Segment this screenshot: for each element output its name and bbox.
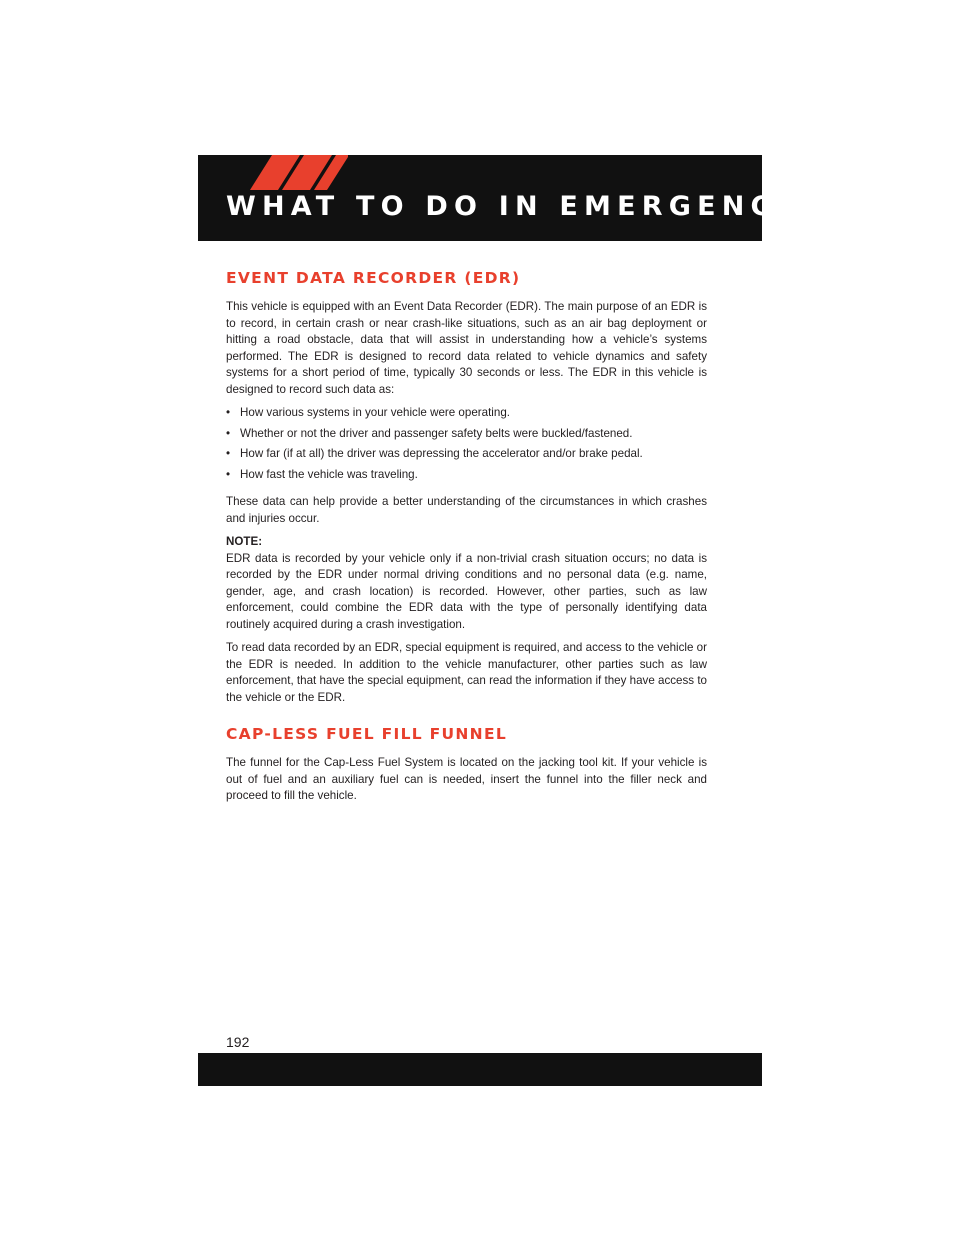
section-heading-fuel-funnel: CAP-LESS FUEL FILL FUNNEL (226, 725, 508, 743)
section-heading-edr: EVENT DATA RECORDER (EDR) (226, 269, 521, 287)
bullet-item: • How far (if at all) the driver was depressing the accelerator and/or brake pedal. (226, 447, 643, 460)
page-content (226, 268, 707, 805)
edr-access-paragraph: To read data recorded by an EDR, special equipment is required, and access to the vehicle or the EDR is needed. In addition to the vehicle manufacturer, other parties such as law enforcement, that have the special equipment, can read the information if they have access to the vehicle or the EDR. (226, 641, 707, 704)
page-number: 192 (226, 1034, 250, 1050)
red-stripes-graphic (198, 155, 348, 190)
chapter-title: WHAT TO DO IN EMERGENCIES (226, 191, 844, 222)
bullet-item: • How fast the vehicle was traveling. (226, 467, 418, 481)
edr-intro-paragraph: This vehicle is equipped with an Event Data Recorder (EDR). The main purpose of an EDR is to record, in certain crash or near crash-like situations, such as an air bag deployment or hitting a road obstacle, data that will assist in understanding how a vehicle’s systems performed. The EDR is designed to record data related to vehicle dynamics and safety systems for a short period of time, typically 30 seconds or less. The EDR in this vehicle is designed to record such data as: (226, 300, 707, 396)
bullet-item: • How various systems in your vehicle were operating. (226, 406, 510, 419)
note-paragraph: EDR data is recorded by your vehicle only if a non-trivial crash situation occurs; no data is recorded by the EDR under normal driving conditions and no personal data (e.g. name, gender, age, and crash location) is recorded. However, other parties, such as law enforcement, could combine the EDR data with the type of personally identifying data routinely acquired during a crash investigation. (226, 551, 707, 631)
fuel-funnel-paragraph: The funnel for the Cap-Less Fuel System is located on the jacking tool kit. If your vehicle is out of fuel and an auxiliary fuel can is needed, insert the funnel into the filler neck and proceed to fill the vehicle. (226, 756, 707, 802)
footer-bar (198, 1053, 762, 1086)
bullet-item: • Whether or not the driver and passenger safety belts were buckled/fastened. (226, 426, 633, 440)
edr-summary-paragraph: These data can help provide a better understanding of the circumstances in which crashes and injuries occur. (226, 495, 707, 525)
note-label: NOTE: (226, 535, 263, 548)
chapter-header (198, 155, 844, 241)
